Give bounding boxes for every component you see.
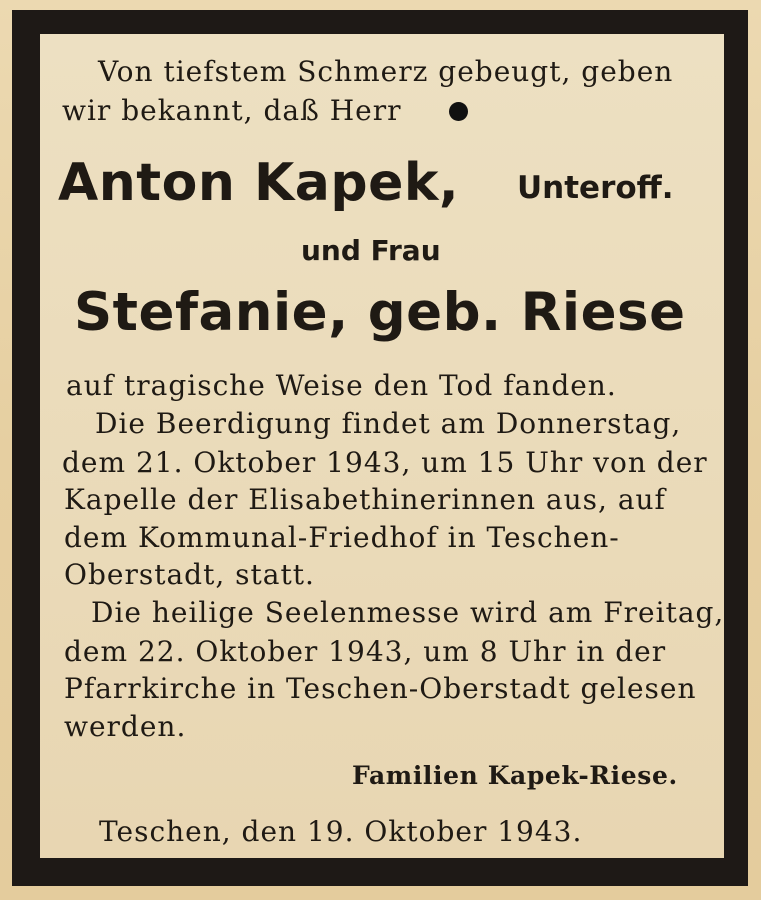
body-line-10: werden. (64, 710, 187, 743)
intro-line-1: Von tiefstem Schmerz gebeugt, geben (98, 55, 674, 88)
name-stefanie: Stefanie, geb. Riese (74, 282, 686, 343)
rank-label: Unteroff. (517, 170, 674, 206)
body-line-1: auf tragische Weise den Tod fanden. (66, 369, 617, 402)
black-border-left (12, 10, 40, 886)
black-border-right (724, 10, 748, 886)
body-line-8: dem 22. Oktober 1943, um 8 Uhr in der (64, 635, 667, 668)
family-signature: Familien Kapek-Riese. (352, 761, 678, 790)
intro-line-2: wir bekannt, daß Herr (62, 94, 402, 127)
ink-dot (449, 102, 468, 121)
connector-text: und Frau (301, 234, 441, 267)
closing-date: Teschen, den 19. Oktober 1943. (99, 815, 583, 848)
body-line-2: Die Beerdigung findet am Donnerstag, (95, 407, 682, 440)
body-line-9: Pfarrkirche in Teschen-Oberstadt gelesen (64, 672, 697, 705)
body-line-3: dem 21. Oktober 1943, um 15 Uhr von der (62, 446, 708, 479)
black-border-top (12, 10, 748, 34)
body-line-6: Oberstadt, statt. (64, 558, 315, 591)
body-line-7: Die heilige Seelenmesse wird am Freitag, (91, 596, 725, 629)
body-line-5: dem Kommunal-Friedhof in Teschen- (64, 521, 620, 554)
body-line-4: Kapelle der Elisabethinerinnen aus, auf (64, 483, 666, 516)
black-border-bottom (12, 858, 748, 886)
name-anton-kapek: Anton Kapek, (58, 153, 460, 213)
